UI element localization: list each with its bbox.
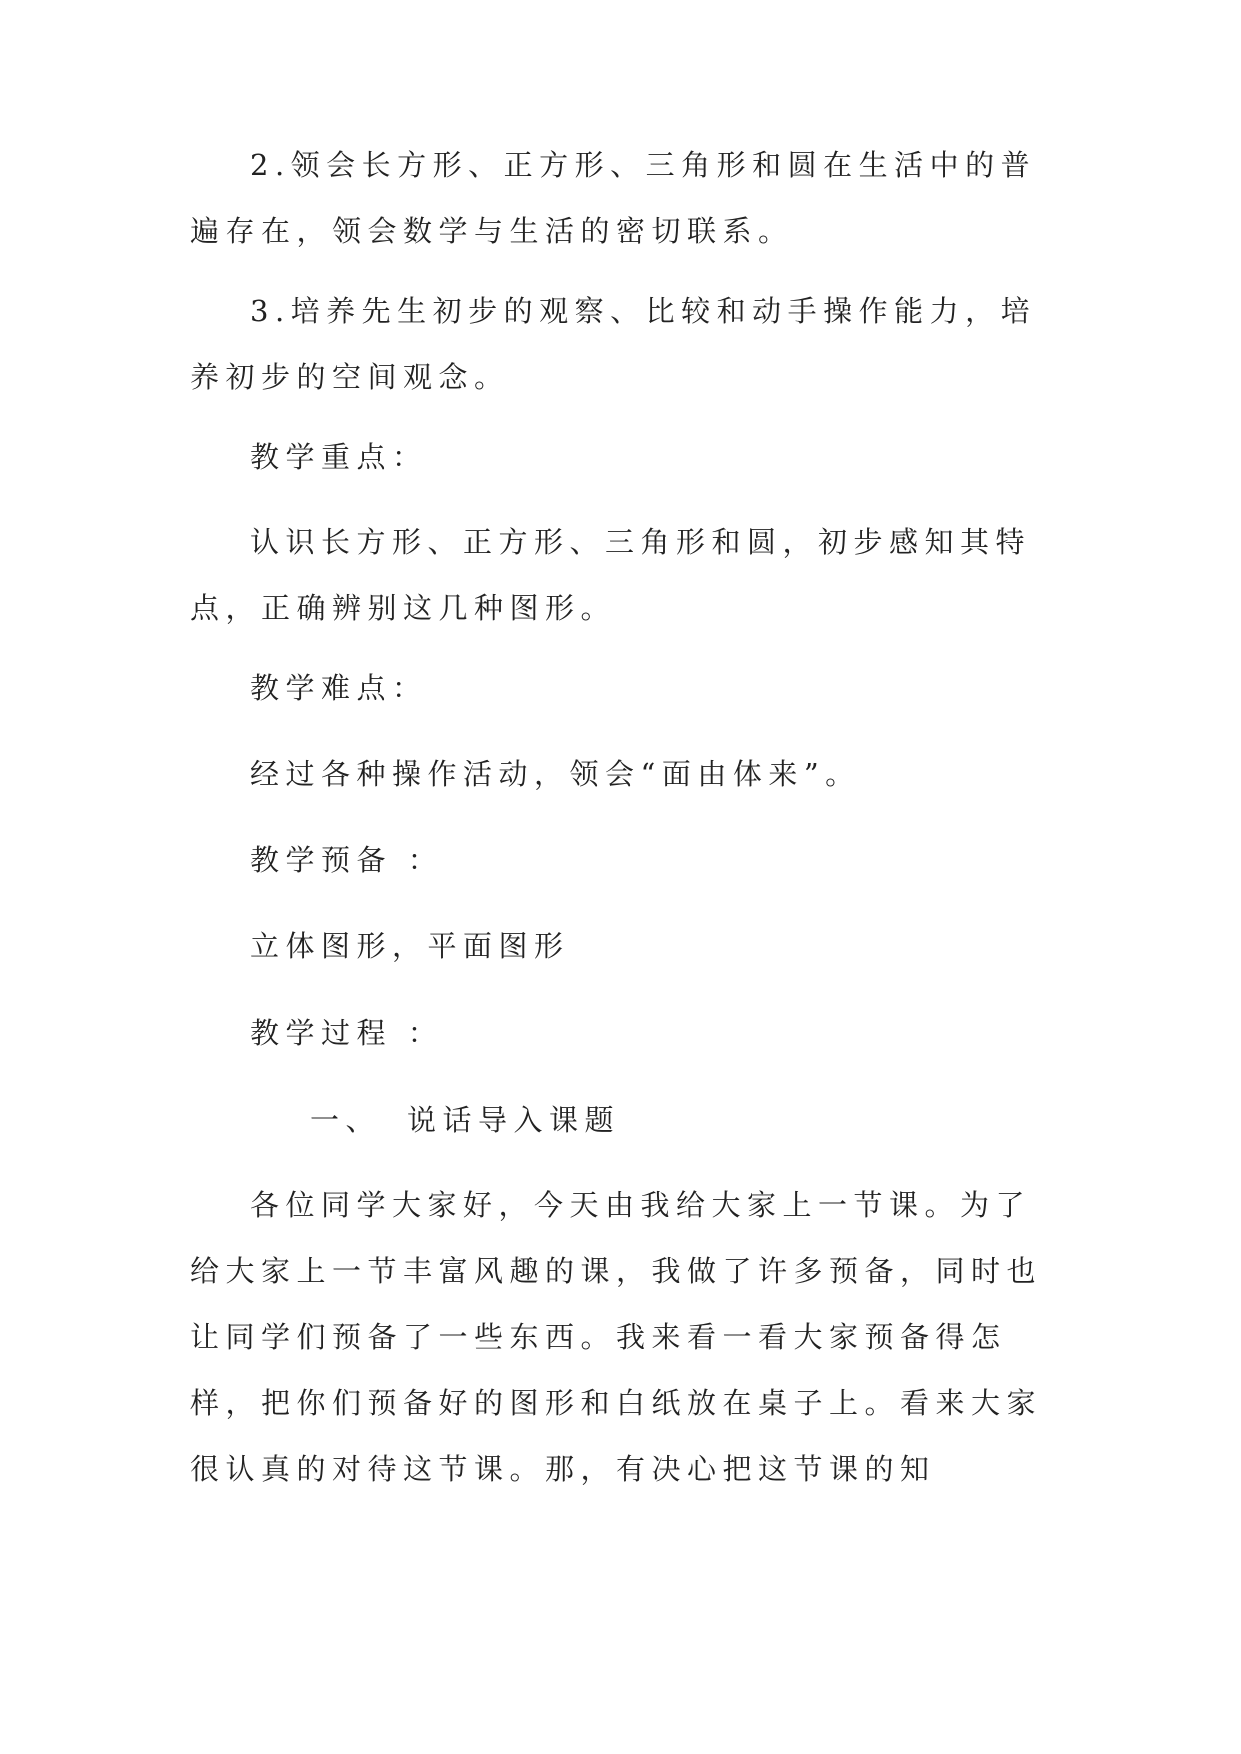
section-heading: [190, 1087, 1052, 1153]
teaching-difficulty-paragraph: 经过各种操作活动，领会“面由体来”。: [250, 757, 861, 791]
teaching-difficulty-heading: 教学难点：: [250, 671, 428, 705]
intro-paragraph: 各位同学大家好，今天由我给大家上一节课。为了给大家上一节丰富风趣的课，我做了许多预备，同时也让同学们预备了一些东西。我来看一看大家预备得怎样，把你们预备好的图形和白纸放在桌子上。看来大家很认真的对待这节课。那，有决心把这节课的知: [190, 1188, 1043, 1486]
objective-3-paragraph: 3.培养先生初步的观察、比较和动手操作能力，培养初步的空间观念。: [190, 294, 1037, 394]
objective-2-paragraph: 2.领会长方形、正方形、三角形和圆在生活中的普遍存在，领会数学与生活的密切联系。: [190, 148, 1037, 248]
teaching-process-heading: 教学过程 ：: [250, 1016, 444, 1050]
teaching-focus-heading: 教学重点：: [250, 440, 428, 474]
teaching-preparation-heading: 教学预备 ：: [250, 843, 444, 877]
section-title: 说话导入课题: [407, 1103, 621, 1137]
teaching-preparation-paragraph: 立体图形，平面图形: [250, 929, 570, 963]
teaching-focus-paragraph: 认识长方形、正方形、三角形和圆，初步感知其特点，正确辨别这几种图形。: [190, 525, 1032, 625]
section-number: 一、: [310, 1103, 382, 1137]
